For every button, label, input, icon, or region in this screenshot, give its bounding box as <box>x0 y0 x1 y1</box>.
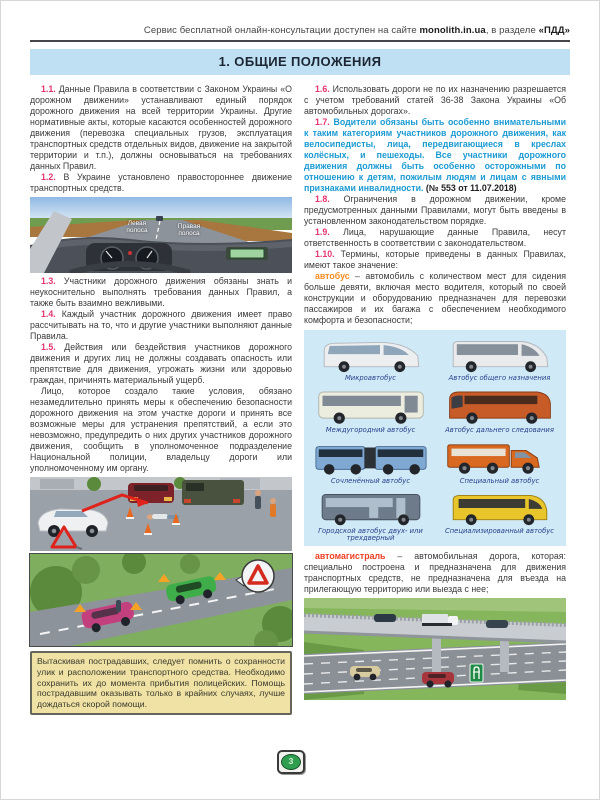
bus-cell-city <box>309 489 432 543</box>
left-column <box>30 84 292 715</box>
long-distance-coach-illustration <box>444 386 556 426</box>
term-motorway: автомагистраль <box>315 550 386 561</box>
item-number: 1.2. <box>41 172 56 182</box>
bus-caption: Сочленённый автобус <box>330 477 411 485</box>
item-number: 1.5. <box>41 342 56 352</box>
paragraph-text: В Украине установлено правостороннее движение транспортных средств. <box>30 172 292 193</box>
page-number: 3 <box>281 754 301 770</box>
page-header <box>30 25 570 36</box>
bus-cell-general-purpose <box>438 336 561 383</box>
intercity-bus-illustration <box>315 386 427 426</box>
amendment-reference: (№ 553 от 11.07.2018) <box>425 183 517 193</box>
note-box: Вытаскивая пострадавших, следует помнить о сохранности улик и расположении транспортного средства. Необходимо сохранить их до момента прибытия полицейских. Помощь пострадавшим оказывать только в крайних случаях, лучше дождаться скорой помощи. <box>30 651 292 715</box>
general-bus-illustration <box>446 336 554 374</box>
item-number: 1.10. <box>315 249 335 259</box>
bus-caption: Автобус дальнего следования <box>445 425 554 434</box>
bus-cell-articulated <box>309 437 432 486</box>
special-bus-illustration <box>444 437 556 477</box>
paragraph-text-blue: Водители обязаны быть особенно внимательными к таким категориям участников дорожного движения, как велосипедисты, лица, передвигающиеся в креслах колёсных, и пешеходы. Все участники дорожного движения должны быть особенно осторожными по отношению к детям, пожилым людям и лицам с явными признаками инвалидности. <box>304 117 566 193</box>
definition-bus <box>304 271 566 326</box>
bus-caption: Микроавтобус <box>344 374 397 382</box>
page-number-badge <box>277 750 305 774</box>
bus-cell-special <box>438 437 561 486</box>
paragraph-text: Действия или бездействия участников дорожного движения и других лиц не должны создавать опасность или препятствие для движения, угрожать жизни или здоровью граждан, причинять материальный ущерб. <box>30 342 292 385</box>
paragraph-text: Лицо, которое создало такие условия, обязано незамедлительно принять меры к обеспечению безопасности дорожного движения на этом участке дороги и принять все возможные меры для устранения препятствий, а если это невозможно, предупредить о них других участников дорожного движения, сообщить в уполномоченное подразделение Национальной полиции, владельцу дороги или уполномоченному им органу. <box>30 386 292 473</box>
header-section: «ПДД» <box>538 25 570 36</box>
figure-right-hand-traffic <box>30 197 292 273</box>
item-number: 1.3. <box>41 276 56 286</box>
item-number: 1.8. <box>315 194 330 204</box>
distant-car <box>156 216 163 221</box>
item-number: 1.6. <box>315 84 330 94</box>
sedan <box>374 614 396 622</box>
paragraph-text: Использовать дороги не по их назначению разрешается с учетом требований статей 36-38 Закона Украины «Об автомобильных дорогах». <box>304 84 566 116</box>
paragraph-text: Данные Правила в соответствии с Законом Украины «О дорожном движении» устанавливают единый порядок дорожного движения на всей территории Украины. Другие нормативные акты, которые касаются особенностей дорожного движения (перевозка специальных грузов, эксплуатация транспортных средств отдельных видов, движение на закрытой территории и т.п.), должны основываться на требованиях данных Правил. <box>30 84 292 171</box>
header-divider <box>30 40 570 42</box>
accident-scene-illustration <box>30 477 292 551</box>
definition-motorway <box>304 551 566 595</box>
articulated-bus-illustration <box>314 437 428 477</box>
item-number: 1.7. <box>315 117 330 127</box>
item-number: 1.1. <box>41 84 56 94</box>
chapter-title: 1. ОБЩИЕ ПОЛОЖЕНИЯ <box>30 49 570 75</box>
hazard-road-illustration <box>30 554 292 646</box>
paragraph-1-5-continued <box>30 386 292 474</box>
bus-cell-intercity <box>309 386 432 435</box>
motorway-illustration <box>304 598 566 700</box>
bus-caption: Городской автобус двух- или трехдверный <box>318 526 423 542</box>
right-lane-label: Правая полоса <box>177 223 201 237</box>
paragraph-text: Термины, которые приведены в данных Правилах, имеют такое значение: <box>304 249 567 270</box>
paragraph-1-10 <box>304 249 566 271</box>
figure-accident-scene <box>30 477 292 551</box>
definition-text: – автомобильная дорога, которая: специально построена и предназначена для движения транспортных средств, не предназначена для въезда на прилегающую территорию или выезда с нее; <box>304 550 566 594</box>
paragraph-1-6 <box>304 84 566 117</box>
bus-caption: Автобус общего назначения <box>448 374 551 382</box>
item-number: 1.9. <box>315 227 330 237</box>
paragraph-text: Каждый участник дорожного движения имеет право рассчитывать на то, что и другие участники выполняют данные Правила. <box>30 309 292 341</box>
header-text-2: , в разделе <box>485 25 539 36</box>
paragraph-text: Лица, нарушающие данные Правила, несут ответственность в соответствии с законодательством. <box>304 227 566 248</box>
minibus-illustration <box>317 336 425 374</box>
bus-cell-minibus <box>309 336 432 383</box>
paragraph-text: Ограничения в дорожном движении, кроме предусмотренных данными Правилами, могут быть введены в установленном законодательством порядке. <box>304 194 566 226</box>
header-site: monolith.in.ua <box>419 25 486 36</box>
city-bus-illustration <box>316 489 426 527</box>
bus-caption: Специальный автобус <box>459 477 540 485</box>
green-van <box>182 480 244 505</box>
definition-text: – автомобиль с количеством мест для сидения больше девяти, включая место водителя, который по своей конструкции и оборудованию предназначен для перевозки пассажиров и их багажа с обеспечением необходимого комфорта и безопасности; <box>304 271 566 325</box>
header-text: Сервис бесплатной онлайн-консультации доступен на сайте <box>143 25 420 36</box>
term-bus: автобус <box>315 271 350 281</box>
driver-figure <box>116 600 121 612</box>
paragraph-1-4 <box>30 309 292 342</box>
right-column <box>304 84 566 715</box>
bus-cell-long-distance <box>438 386 561 435</box>
specialized-bus-illustration <box>446 489 554 527</box>
left-lane-label: Левая полоса <box>126 220 148 234</box>
bus-caption: Междугородний автобус <box>325 425 416 434</box>
paragraph-text: Участники дорожного движения обязаны знать и неукоснительно выполнять требования данных Правил, а также быть взаимно вежливыми. <box>30 276 292 308</box>
figure-hazard-road <box>30 554 292 646</box>
paragraph-1-2 <box>30 172 292 194</box>
figure-motorway <box>304 598 566 700</box>
item-number: 1.4. <box>41 309 56 319</box>
sedan <box>486 620 508 628</box>
paragraph-1-8 <box>304 194 566 227</box>
bus-caption: Специализированный автобус <box>444 526 555 535</box>
paragraph-1-3 <box>30 276 292 309</box>
bus-cell-specialized <box>438 489 561 543</box>
paragraph-1-5 <box>30 342 292 386</box>
motorway-sign <box>470 664 483 682</box>
paragraph-1-1 <box>30 84 292 172</box>
paragraph-1-7 <box>304 117 566 194</box>
paragraph-1-9 <box>304 227 566 249</box>
windshield-road-illustration <box>30 197 292 273</box>
bus-types-panel <box>304 330 566 546</box>
